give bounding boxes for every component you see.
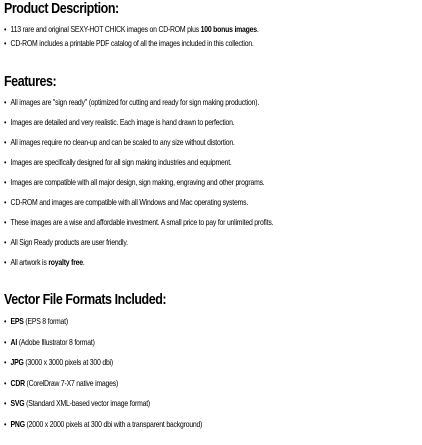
bullet-icon: •: [4, 97, 7, 107]
bullet-icon: •: [4, 237, 7, 247]
bullet-icon: •: [4, 316, 7, 326]
bullet-icon: •: [4, 217, 7, 227]
list-item: • EPS (EPS 8 format): [4, 316, 68, 326]
bullet-icon: •: [4, 418, 7, 429]
list-item: • JPG (3000 x 3000 pixels at 300 dbi): [4, 357, 113, 367]
list-item: • These images are a wise and affordable investment. A small price to pay for unlimited profits.: [4, 217, 274, 227]
list-item: • CD-ROM includes a printable PDF catalog of all the images included in this collection.: [4, 38, 254, 48]
formats-list: [4, 316, 246, 429]
list-item: • CD-ROM and images are compatible with all Windows and Mac operating systems.: [4, 197, 249, 207]
features-heading: Features:: [4, 74, 57, 90]
list-item: • 113 rare and original SEXY-HOT CHICK images on CD-ROM plus 100 bonus images.: [4, 24, 259, 34]
list-item: • CDR (CorelDraw 7-X7 native images): [4, 377, 119, 388]
list-item: • All Sign Ready products are user friendly.: [4, 237, 128, 247]
product-description-heading: Product Description:: [4, 1, 119, 17]
list-item: • Images are compatible with all major design, sign making, engraving and other programs.: [4, 177, 265, 187]
bullet-icon: •: [4, 117, 7, 127]
list-item: • All images are "sign ready" (optimized for cutting and ready for sign making production).: [4, 97, 260, 107]
list-item: • SVG (Standard XML-based vector image format): [4, 398, 151, 408]
bullet-icon: •: [4, 137, 7, 147]
bullet-icon: •: [4, 177, 7, 187]
product-description-section: [4, 0, 315, 48]
features-section: [4, 73, 332, 267]
bullet-icon: •: [4, 197, 7, 207]
list-item: • All images require no clean-up and can be scaled to any size without distortion.: [4, 137, 235, 147]
bullet-icon: •: [4, 336, 7, 347]
formats-heading: Vector File Formats Included:: [4, 292, 167, 308]
bullet-icon: •: [4, 157, 7, 167]
list-item: • PNG (2000 x 2000 pixels at 300 dbi with a transparent background): [4, 418, 203, 429]
bullet-icon: •: [4, 377, 7, 388]
features-list: [4, 97, 332, 267]
bullet-icon: •: [4, 24, 7, 34]
list-item: • All artwork is royalty free.: [4, 257, 85, 267]
product-description-list: [4, 24, 315, 48]
bullet-icon: •: [4, 257, 7, 267]
bullet-icon: •: [4, 357, 7, 367]
bullet-icon: •: [4, 398, 7, 408]
formats-section: [4, 291, 246, 429]
list-item: • AI (Adobe Illustrator 8 format): [4, 336, 95, 347]
list-item: • Images are specifically designed for all sign making industries and equipment.: [4, 157, 232, 167]
bullet-icon: •: [4, 38, 7, 48]
list-item: • Images are detailed and very realistic. Each image is hand drawn to perfection.: [4, 117, 235, 127]
